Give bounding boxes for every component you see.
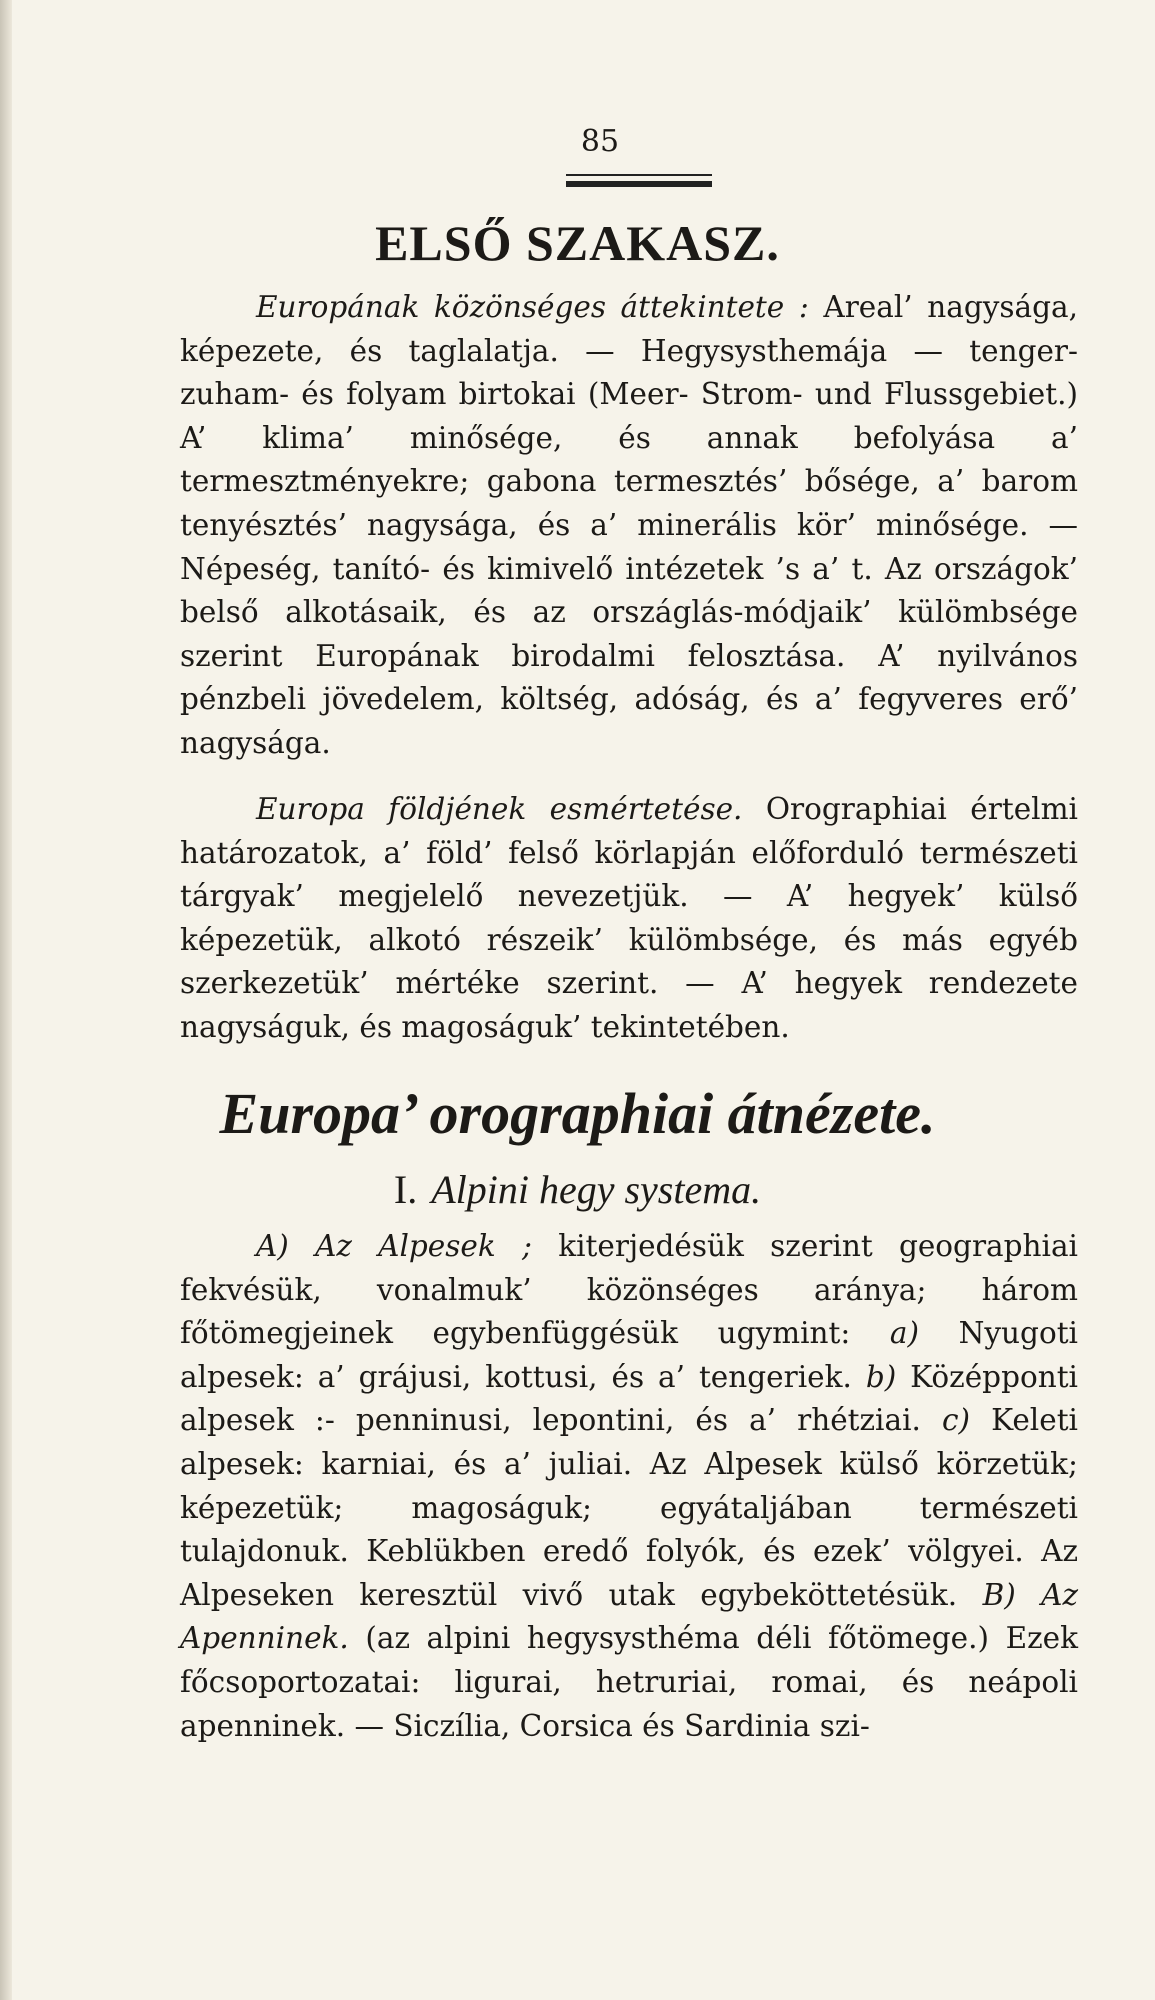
alps-text-4: Keleti alpesek: karniai, és a’ juliai. Az Alpesek külső körzetük; képezetük; magoságuk; egyátaljában természeti tulajdonuk. Keblükben eredő folyók, és ezek’ völgyei. Az Alpeseken keresztül vivő utak egybeköttetésük. bbox=[180, 1403, 1078, 1612]
section-title: Europa’ orographiai átnézete. bbox=[219, 1081, 936, 1146]
apennines-text: (az alpini hegysysthéma déli főtömege.) Ezek főcsoportozatai: ligurai, hetruriai, romai, és neápoli apenninek. — Siczília, Corsica és Sardinia szi- bbox=[180, 1621, 1078, 1743]
overview-lead: Europának közönséges áttekintete : bbox=[256, 290, 809, 324]
label-c: c) bbox=[941, 1403, 971, 1438]
label-b: b) bbox=[865, 1359, 897, 1394]
land-description-text: Orographiai értelmi határozatok, a’ föld’ felső körlapján előforduló természeti tárgyak’ megjelelő nevezetjük. — A’ hegyek’ külső képezetük, alkotó részeik’ külömbsége, és más egyéb szerkezetük’ mértéke szerint. — A’ hegyek rendezete nagyságuk, és magoságuk’ tekintetében. bbox=[180, 792, 1078, 1044]
alps-text-3: Középponti alpesek :- penninusi, lepontini, és a’ rhétziai. bbox=[180, 1359, 1078, 1438]
alps-paragraph bbox=[180, 1225, 1078, 1748]
subsection-title bbox=[0, 1166, 1155, 1213]
subsection-name: Alpini hegy systema. bbox=[431, 1167, 762, 1212]
alps-text-1: kiterjedésük szerint geographiai fekvésük, vonalmuk’ közönséges aránya; három főtömegjeinek egybenfüggésük ugymint: bbox=[180, 1229, 1078, 1351]
page-binding-edge bbox=[0, 0, 12, 2000]
land-description-lead: Europa földjének esmértetése. bbox=[256, 792, 743, 826]
alps-lead: A) Az Alpesek ; bbox=[256, 1229, 532, 1263]
apennines-lead: B) Az Apenninek. bbox=[180, 1577, 1078, 1656]
land-description-paragraph bbox=[180, 788, 1078, 1050]
chapter-heading: ELSŐ SZAKASZ. bbox=[375, 215, 780, 271]
header-rule-thick bbox=[566, 181, 712, 187]
page-number: 85 bbox=[580, 124, 620, 159]
subsection-number: I. bbox=[393, 1167, 418, 1212]
alps-text-2: Nyugoti alpesek: a’ grájusi, kottusi, és a’ tengeriek. bbox=[180, 1316, 1078, 1394]
overview-paragraph bbox=[180, 286, 1078, 766]
label-a: a) bbox=[889, 1316, 920, 1351]
header-rule-thin bbox=[566, 174, 712, 176]
overview-text: Areal’ nagysága, képezete, és taglalatja. — Hegysysthemája — tenger-zuham- és folyam birtokai (Meer- Strom- und Flussgebiet.) A’ klima’ minősége, és annak befolyása a’ termesztményekre; gabona termesztés’ bősége, a’ barom tenyésztés’ nagysága, és a’ minerális kör’ minősége. — Népeség, tanító- és kimivelő intézetek ’s a’ t. Az országok’ belső alkotásaik, és az országlás-módjaik’ külömbsége szerint Europának birodalmi felosztása. A’ nyilvános pénzbeli jövedelem, költség, adóság, és a’ fegyveres erő’ nagysága. bbox=[180, 290, 1078, 760]
